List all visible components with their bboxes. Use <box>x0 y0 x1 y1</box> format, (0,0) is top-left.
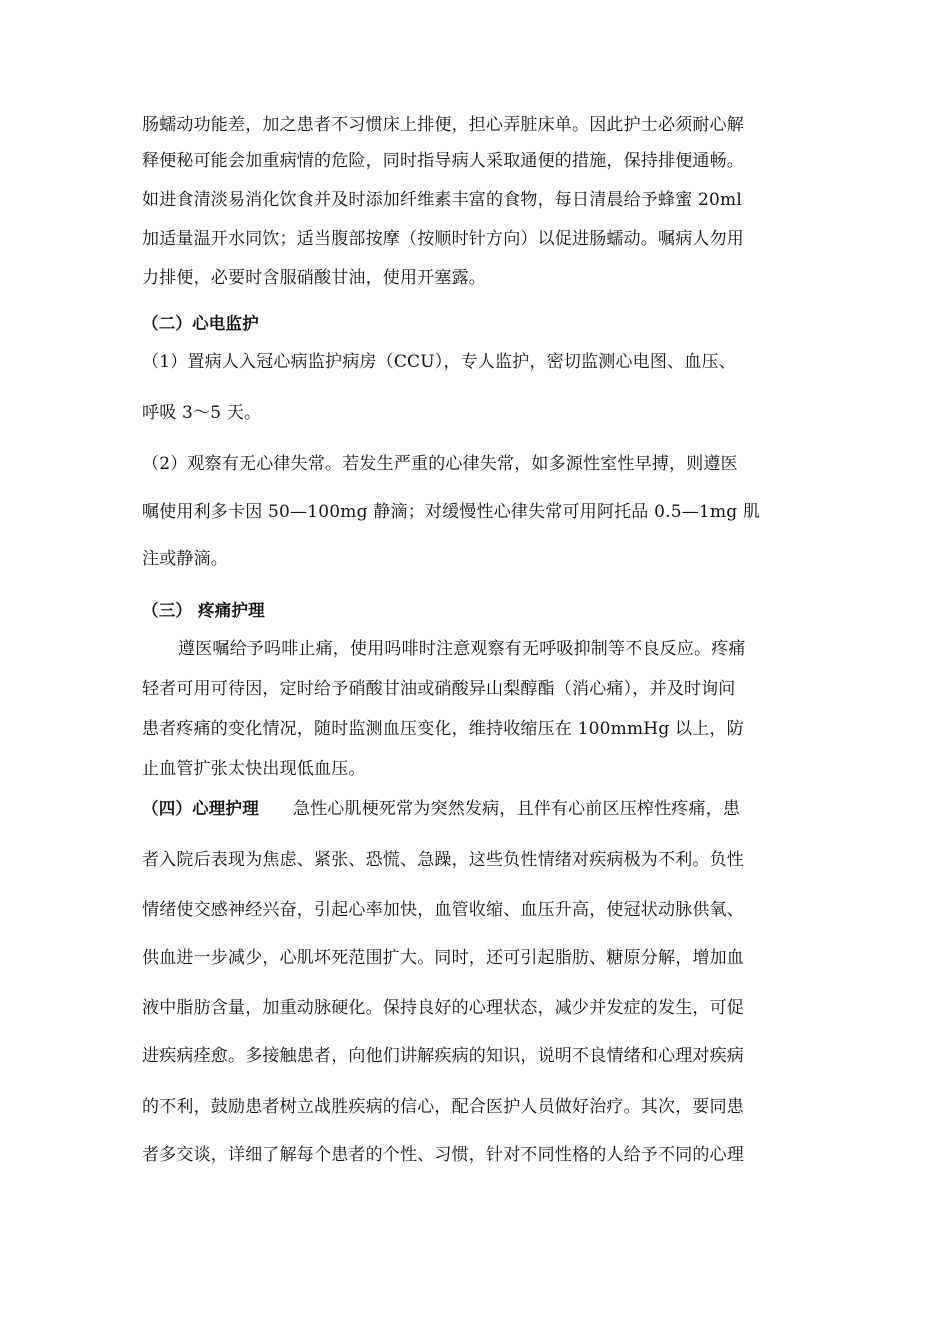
paragraph-line: 供血进一步减少，心肌坏死范围扩大。同时，还可引起脂肪、糖原分解，增加血 <box>142 948 744 968</box>
paragraph-text: 急性心肌梗死常为突然发病，且伴有心前区压榨性疼痛，患 <box>292 799 741 819</box>
paragraph-line: 释便秘可能会加重病情的危险，同时指导病人采取通便的措施，保持排便通畅。 <box>142 151 744 171</box>
paragraph-line: （1）置病人入冠心病监护病房（CCU），专人监护，密切监测心电图、血压、 <box>142 352 736 372</box>
paragraph-line: 者多交谈，详细了解每个患者的个性、习惯，针对不同性格的人给予不同的心理 <box>142 1145 744 1165</box>
section-heading-psych: （四）心理护理 <box>142 799 259 818</box>
paragraph-line: 的不利，鼓励患者树立战胜疾病的信心，配合医护人员做好治疗。其次，要同患 <box>142 1097 744 1117</box>
paragraph-line: 加适量温开水同饮；适当腹部按摩（按顺时针方向）以促进肠蠕动。嘱病人勿用 <box>142 229 744 249</box>
paragraph-line: 液中脂肪含量，加重动脉硬化。保持良好的心理状态，减少并发症的发生，可促 <box>142 998 744 1018</box>
section-heading-ecg: （二）心电监护 <box>142 314 259 333</box>
paragraph-line: 情绪使交感神经兴奋，引起心率加快，血管收缩、血压升高，使冠状动脉供氧、 <box>142 900 744 920</box>
paragraph-line: 遵医嘱给予吗啡止痛，使用吗啡时注意观察有无呼吸抑制等不良反应。疼痛 <box>178 639 746 659</box>
paragraph-line: 如进食清淡易消化饮食并及时添加纤维素丰富的食物，每日清晨给予蜂蜜 20ml <box>142 190 742 210</box>
paragraph-line: 注或静滴。 <box>142 549 228 569</box>
psych-first-line <box>142 797 822 821</box>
paragraph-line: 力排便，必要时含服硝酸甘油，使用开塞露。 <box>142 268 486 288</box>
paragraph-line: 止血管扩张太快出现低血压。 <box>142 759 366 779</box>
section-heading-pain: （三） 疼痛护理 <box>142 601 265 620</box>
paragraph-line: 进疾病痊愈。多接触患者，向他们讲解疾病的知识，说明不良情绪和心理对疾病 <box>142 1046 744 1066</box>
paragraph-line: 者入院后表现为焦虑、紧张、恐慌、急躁，这些负性情绪对疾病极为不利。负性 <box>142 850 744 870</box>
paragraph-line: 肠蠕动功能差，加之患者不习惯床上排便，担心弄脏床单。因此护士必须耐心解 <box>142 115 744 135</box>
paragraph-line: （2）观察有无心律失常。若发生严重的心律失常，如多源性室性早搏，则遵医 <box>142 454 738 474</box>
paragraph-line: 患者疼痛的变化情况，随时监测血压变化，维持收缩压在 100mmHg 以上，防 <box>142 719 744 739</box>
paragraph-line: 呼吸 3～5 天。 <box>142 403 262 423</box>
paragraph-line: 嘱使用利多卡因 50—100mg 静滴；对缓慢性心律失常可用阿托品 0.5—1mg 肌 <box>142 502 761 522</box>
paragraph-line: 轻者可用可待因，定时给予硝酸甘油或硝酸异山梨醇酯（消心痛），并及时询问 <box>142 679 736 699</box>
